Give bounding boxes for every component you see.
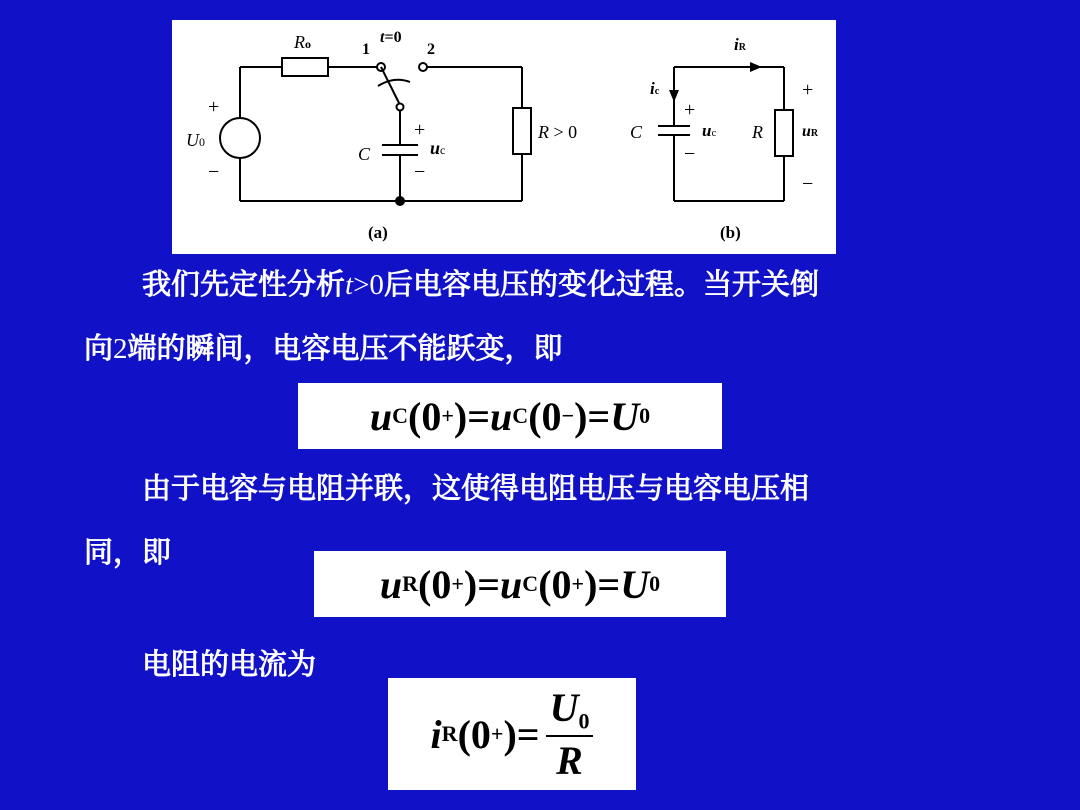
equation-uc-continuity: u C (0 + ) = u C (0 − ) = U 0 (298, 383, 722, 449)
source-plus: + (208, 96, 220, 118)
paragraph-1-line-2: 向2端的瞬间，电容电压不能跃变，即 (84, 331, 563, 365)
caption-b: (b) (720, 223, 741, 242)
node-1-label: 1 (362, 41, 370, 58)
fraction: $\frac{U_0}{R}$ (546, 684, 594, 784)
r-plus-b: + (802, 79, 814, 101)
circuit-a (220, 58, 531, 205)
cap-minus-b: − (684, 143, 696, 165)
circuit-b (658, 67, 793, 201)
label-r0: Ro (294, 32, 311, 52)
label-ir: iR (734, 35, 746, 54)
label-ur: uR (802, 123, 819, 140)
label-uc-b: uc (702, 121, 717, 140)
ic-arrow (669, 90, 679, 102)
paragraph-1-line-1: 我们先定性分析t>0后电容电压的变化过程。当开关倒 (84, 267, 819, 301)
caption-a: (a) (368, 223, 388, 242)
circuit-diagram (172, 20, 836, 254)
circuit-a-labels (186, 29, 577, 242)
label-ic: ic (650, 79, 660, 98)
equation-ur-initial: u R (0 + ) = u C (0 + ) = U 0 (314, 551, 726, 617)
switch-time-label: t=0 (380, 29, 402, 46)
label-r-b: R (752, 122, 763, 142)
label-u0: U0 (186, 130, 205, 150)
r-minus-b: − (802, 173, 814, 195)
cap-minus-a: − (414, 161, 426, 183)
equation-ir-initial: i R (0 + ) = $\frac{U_0}{R}$ (388, 678, 636, 790)
cap-plus-b: + (684, 99, 696, 121)
source-minus: − (208, 161, 220, 183)
label-c-b: C (630, 122, 643, 142)
paragraph-3-line-1: 电阻的电流为 (84, 647, 317, 681)
circuit-figure (172, 20, 836, 254)
paragraph-2-line-2: 同，即 (84, 535, 172, 569)
label-uc-a: uc (430, 138, 446, 158)
label-c-a: C (358, 144, 371, 164)
paragraph-2-line-1: 由于电容与电阻并联，这使得电阻电压与电容电压相 (84, 471, 810, 505)
ir-arrow (750, 62, 762, 72)
cap-plus-a: + (414, 119, 426, 141)
node-2-label: 2 (427, 41, 435, 58)
label-r-a: R > 0 (538, 122, 578, 142)
